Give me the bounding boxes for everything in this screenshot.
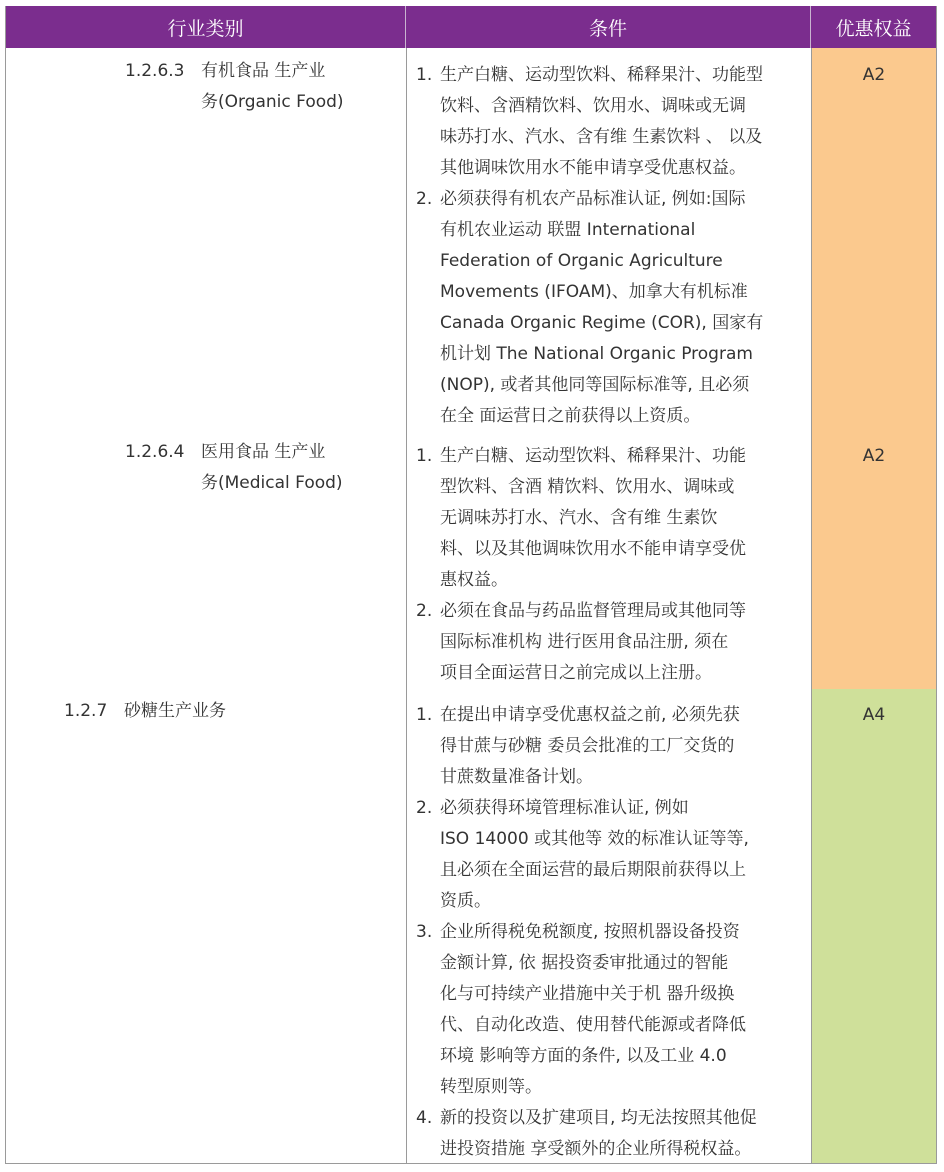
condition-item xyxy=(416,596,806,689)
condition-line: 饮料、含酒精饮料、饮用水、调味或无调 xyxy=(440,96,746,116)
condition-index: 1. xyxy=(416,446,433,466)
category-number: 1.2.7 xyxy=(64,701,108,721)
condition-line: Movements (IFOAM)、加拿大有机标准 xyxy=(440,282,748,302)
condition-line: 企业所得税免税额度, 按照机器设备投资 xyxy=(440,922,740,942)
conditions-cell xyxy=(416,700,806,1165)
condition-line: Canada Organic Regime (COR), 国家有 xyxy=(440,313,764,333)
condition-line: 必须在食品与药品监督管理局或其他同等 xyxy=(440,601,746,621)
condition-line: 得甘蔗与砂糖 委员会批准的工厂交货的 xyxy=(440,736,735,756)
condition-index: 1. xyxy=(416,65,433,85)
condition-line: 在提出申请享受优惠权益之前, 必须先获 xyxy=(440,705,740,725)
category-name-line: 医用食品 生产业 xyxy=(201,442,326,462)
condition-line: 机计划 The National Organic Program xyxy=(440,344,753,364)
condition-index: 1. xyxy=(416,705,433,725)
benefit-cell: A4 xyxy=(862,705,886,725)
condition-line: 惠权益。 xyxy=(440,570,508,590)
condition-line: 料、以及其他调味饮用水不能申请享受优 xyxy=(440,539,746,559)
benefit-cell: A2 xyxy=(862,65,886,85)
condition-line: 生产白糖、运动型饮料、稀释果汁、功能 xyxy=(440,446,746,466)
condition-line: 有机农业运动 联盟 International xyxy=(440,220,696,240)
benefit-bg-a2 xyxy=(812,48,936,689)
condition-item xyxy=(416,917,806,1103)
condition-item xyxy=(416,441,806,596)
category-name-line: 砂糖生产业务 xyxy=(124,701,226,721)
header-conditions: 条件 xyxy=(406,6,811,48)
condition-index: 2. xyxy=(416,601,433,621)
condition-index: 3. xyxy=(416,922,433,942)
conditions-cell xyxy=(416,441,806,689)
condition-item xyxy=(416,1103,806,1165)
condition-line: 型饮料、含酒 精饮料、饮用水、调味或 xyxy=(440,477,735,497)
header-category: 行业类别 xyxy=(6,6,406,48)
condition-line: 其他调味饮用水不能申请享受优惠权益。 xyxy=(440,158,746,178)
condition-line: 生产白糖、运动型饮料、稀释果汁、功能型 xyxy=(440,65,763,85)
condition-index: 4. xyxy=(416,1108,433,1128)
condition-line: 化与可持续产业措施中关于机 器升级换 xyxy=(440,984,735,1004)
condition-line: 进投资措施 享受额外的企业所得税权益。 xyxy=(440,1139,752,1159)
category-name-line: 务(Organic Food) xyxy=(201,92,344,112)
condition-line: (NOP), 或者其他同等国际标准等, 且必须 xyxy=(440,375,750,395)
condition-index: 2. xyxy=(416,798,433,818)
condition-item xyxy=(416,700,806,793)
benefit-cell: A2 xyxy=(862,446,886,466)
condition-line: 项目全面运营日之前完成以上注册。 xyxy=(440,663,712,683)
incentive-table xyxy=(5,6,937,1164)
condition-line: 味苏打水、汽水、含有维 生素饮料 、 以及 xyxy=(440,127,763,147)
condition-line: 代、自动化改造、使用替代能源或者降低 xyxy=(440,1015,746,1035)
table-header xyxy=(6,6,936,48)
condition-item xyxy=(416,60,806,184)
condition-line: 资质。 xyxy=(440,891,491,911)
condition-line: 转型原则等。 xyxy=(440,1077,542,1097)
condition-line: 国际标准机构 进行医用食品注册, 须在 xyxy=(440,632,729,652)
condition-line: 且必须在全面运营的最后期限前获得以上 xyxy=(440,860,746,880)
condition-line: 新的投资以及扩建项目, 均无法按照其他促 xyxy=(440,1108,757,1128)
category-name-line: 有机食品 生产业 xyxy=(201,61,326,81)
condition-line: 环境 影响等方面的条件, 以及工业 4.0 xyxy=(440,1046,727,1066)
column-divider xyxy=(406,48,407,1163)
condition-line: 在全 面运营日之前获得以上资质。 xyxy=(440,406,701,426)
condition-line: 必须获得环境管理标准认证, 例如 xyxy=(440,798,689,818)
condition-line: 金额计算, 依 据投资委审批通过的智能 xyxy=(440,953,729,973)
condition-item xyxy=(416,184,806,432)
condition-line: ISO 14000 或其他等 效的标准认证等等, xyxy=(440,829,749,849)
conditions-cell xyxy=(416,60,806,432)
benefit-bg-a4 xyxy=(812,689,936,1163)
condition-line: 无调味苏打水、汽水、含有维 生素饮 xyxy=(440,508,718,528)
column-divider xyxy=(811,48,812,1163)
condition-index: 2. xyxy=(416,189,433,209)
condition-item xyxy=(416,793,806,917)
category-number: 1.2.6.4 xyxy=(125,442,185,462)
category-name-line: 务(Medical Food) xyxy=(201,473,343,493)
condition-line: 必须获得有机农产品标准认证, 例如:国际 xyxy=(440,189,746,209)
header-benefit: 优惠权益 xyxy=(835,17,912,40)
condition-line: 甘蔗数量准备计划。 xyxy=(440,767,593,787)
category-number: 1.2.6.3 xyxy=(125,61,185,81)
condition-line: Federation of Organic Agriculture xyxy=(440,251,723,271)
